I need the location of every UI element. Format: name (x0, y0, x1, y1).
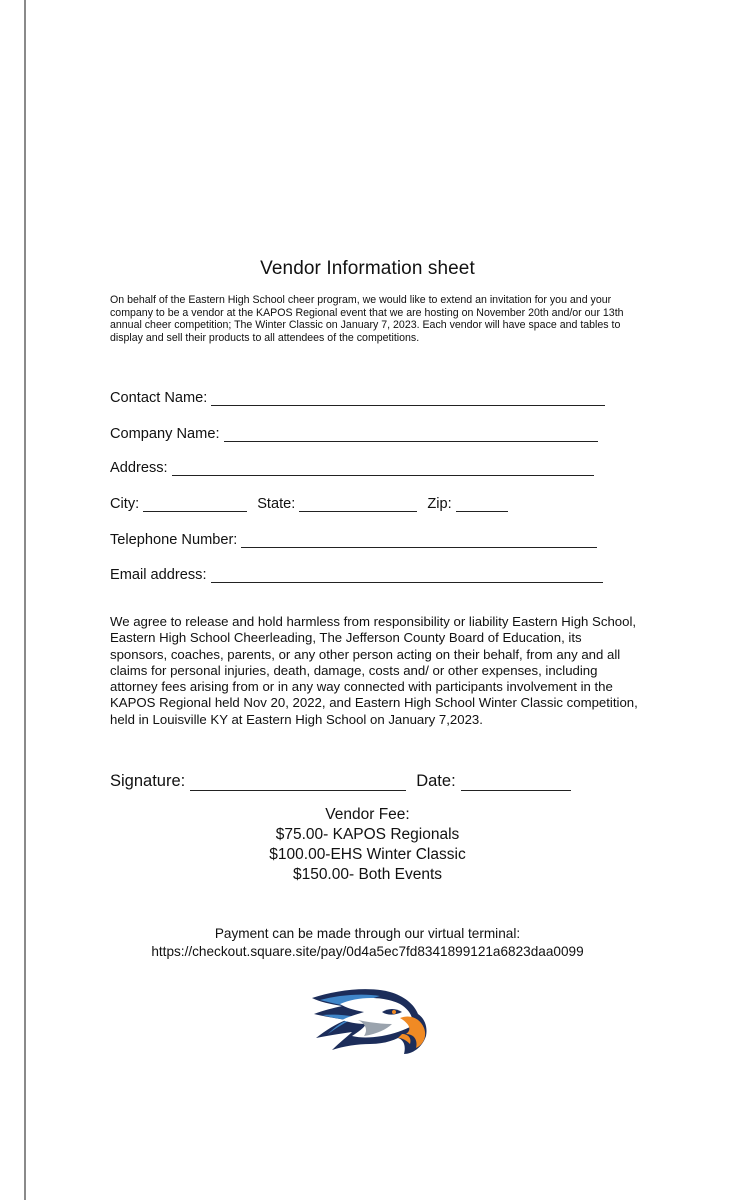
payment-block (0, 925, 735, 961)
telephone-blank[interactable] (241, 533, 597, 548)
contact-name-label: Contact Name: (110, 390, 208, 406)
city-blank[interactable] (143, 497, 247, 512)
email-field[interactable] (110, 567, 603, 583)
zip-label: Zip: (427, 496, 452, 512)
signature-row (110, 772, 571, 791)
release-waiver-paragraph: We agree to release and hold harmless from responsibility or liability Eastern High School, Eastern High School Cheerleading, The Jefferson County Board of Education, its sponsors, coaches, parents, or any other person acting on their behalf, from any and all claims for personal injuries, death, damage, costs and/ or other expenses, including attorney fees arising from or in any way connected with participants involvement in the KAPOS Regional held Nov 20, 2022, and Eastern High School Winter Classic competition, held in Louisville KY at Eastern High School on January 7,2023. (110, 614, 638, 727)
fee-ehs-winter-classic: $100.00-EHS Winter Classic (269, 846, 466, 863)
fee-both-events: $150.00- Both Events (292, 866, 443, 883)
email-label: Email address: (110, 567, 207, 583)
date-blank[interactable] (461, 774, 571, 791)
page-title: Vendor Information sheet (260, 258, 475, 279)
vendor-fee-block (0, 805, 735, 885)
address-blank[interactable] (172, 461, 594, 476)
eagle-pupil-shape (392, 1010, 396, 1014)
email-blank[interactable] (211, 568, 603, 583)
contact-name-blank[interactable] (211, 391, 605, 406)
address-label: Address: (110, 460, 168, 476)
telephone-label: Telephone Number: (110, 532, 238, 548)
city-label: City: (110, 496, 140, 512)
company-name-field[interactable] (110, 426, 598, 442)
city-state-zip-row (110, 496, 508, 512)
state-blank[interactable] (299, 497, 417, 512)
signature-blank[interactable] (190, 774, 406, 791)
signature-label: Signature: (110, 772, 186, 790)
payment-link[interactable]: https://checkout.square.site/pay/0d4a5ec7fd8341899121a6823daa0099 (151, 944, 584, 959)
intro-paragraph: On behalf of the Eastern High School cheer program, we would like to extend an invitation for you and your company to be a vendor at the KAPOS Regional event that we are hosting on November 20th and/or our 13th annual cheer competition; The Winter Classic on January 7, 2023. Each vendor will have space and tables to display and sell their products to all attendees of the competitions. (110, 294, 624, 344)
company-name-blank[interactable] (224, 427, 598, 442)
state-label: State: (257, 496, 296, 512)
address-field[interactable] (110, 460, 594, 476)
payment-text: Payment can be made through our virtual terminal: (214, 926, 521, 941)
telephone-field[interactable] (110, 532, 597, 548)
eagle-head-icon (306, 984, 432, 1056)
vendor-fee-heading: Vendor Fee: (325, 806, 410, 823)
fee-kapos-regionals: $75.00- KAPOS Regionals (275, 826, 460, 843)
zip-blank[interactable] (456, 497, 508, 512)
company-name-label: Company Name: (110, 426, 220, 442)
date-label: Date: (416, 772, 456, 790)
contact-name-field[interactable] (110, 390, 605, 406)
